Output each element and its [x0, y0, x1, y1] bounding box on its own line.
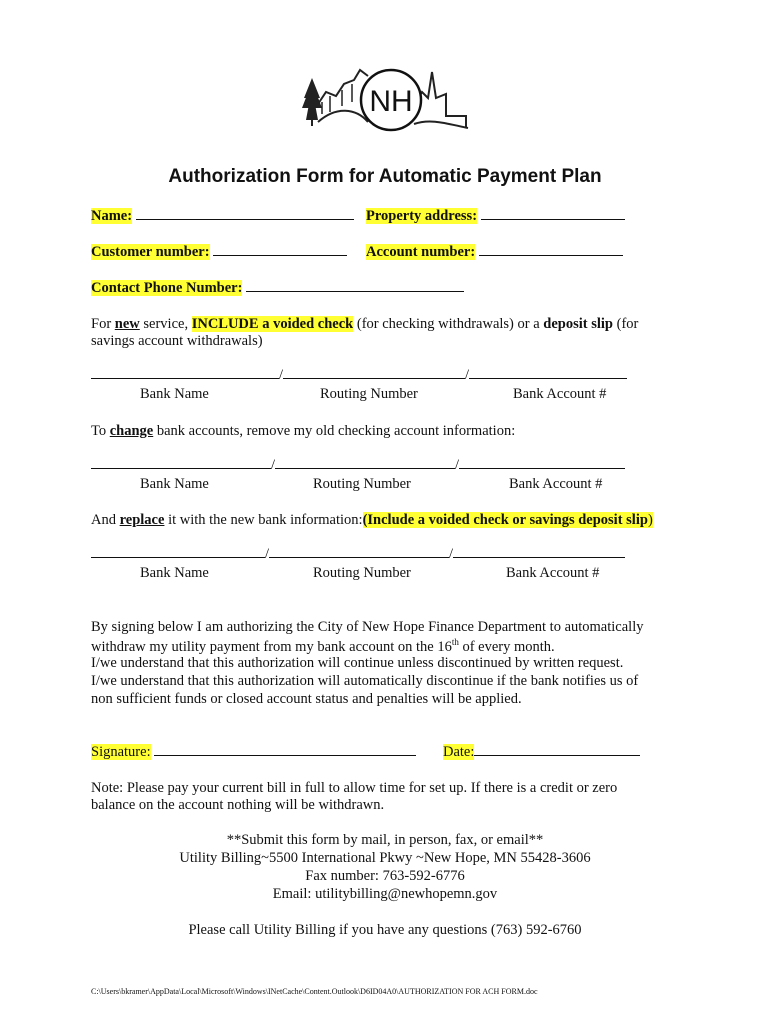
replace-instruction: And replace it with the new bank information:(Include a voided check or savings deposit slip)	[91, 512, 653, 528]
city-logo	[296, 62, 474, 142]
date-line[interactable]	[474, 743, 640, 756]
customer-number-label: Customer number:	[91, 244, 210, 260]
voided-check-highlight: (Include a voided check or savings deposit slip	[362, 512, 648, 528]
authorization-line-2: withdraw my utility payment from my bank account on the 16th of every month.	[91, 637, 555, 655]
bank-info-row-new[interactable]: / /	[91, 366, 627, 384]
submit-instructions: **Submit this form by mail, in person, fax, or email**	[226, 832, 544, 848]
routing-number-line[interactable]	[275, 456, 455, 469]
mailing-address: Utility Billing~5500 International Pkwy ~New Hope, MN 55428-3606	[179, 850, 591, 866]
note-line-2: balance on the account nothing will be withdrawn.	[91, 797, 385, 813]
bank-account-caption: Bank Account #	[506, 565, 600, 581]
questions-phone: Please call Utility Billing if you have any questions (763) 592-6760	[188, 922, 582, 938]
account-number-label: Account number:	[366, 244, 476, 260]
new-service-instruction-line2: savings account withdrawals)	[91, 333, 263, 349]
signature-label: Signature:	[91, 744, 151, 760]
deposit-slip-keyword: deposit slip	[543, 316, 613, 332]
name-line[interactable]	[136, 207, 354, 220]
routing-number-caption: Routing Number	[320, 386, 418, 402]
signature-field[interactable]	[91, 743, 416, 761]
routing-number-caption: Routing Number	[313, 476, 411, 492]
property-address-label: Property address:	[366, 208, 478, 224]
name-label: Name:	[91, 208, 133, 224]
bank-name-line[interactable]	[91, 456, 271, 469]
note-line-1: Note: Please pay your current bill in full to allow time for set up. If there is a credit or zero	[91, 780, 618, 796]
bank-account-line[interactable]	[459, 456, 625, 469]
routing-number-line[interactable]	[283, 366, 465, 379]
customer-number-field[interactable]	[91, 243, 347, 261]
contact-phone-label: Contact Phone Number:	[91, 280, 243, 296]
email-address: Email: utilitybilling@newhopemn.gov	[272, 886, 498, 902]
contact-phone-line[interactable]	[246, 279, 464, 292]
date-field[interactable]	[443, 743, 640, 761]
signature-line[interactable]	[154, 743, 416, 756]
date-label: Date:	[443, 744, 475, 760]
city-logo-graphic	[296, 62, 474, 142]
bank-name-line[interactable]	[91, 545, 265, 558]
account-number-field[interactable]	[366, 243, 623, 261]
change-instruction: To change bank accounts, remove my old checking account information:	[91, 423, 516, 439]
bank-info-row-old[interactable]: / /	[91, 456, 625, 474]
include-voided-check-highlight: INCLUDE a voided check	[191, 316, 354, 332]
fax-number: Fax number: 763-592-6776	[305, 868, 465, 884]
bank-name-line[interactable]	[91, 366, 279, 379]
property-address-field[interactable]	[366, 207, 625, 225]
bank-name-caption: Bank Name	[140, 476, 209, 492]
authorization-line-4: I/we understand that this authorization will automatically discontinue if the bank notifies us of	[91, 673, 639, 689]
bank-account-caption: Bank Account #	[513, 386, 607, 402]
replace-keyword: replace	[119, 512, 165, 528]
contact-phone-field[interactable]	[91, 279, 464, 297]
routing-number-line[interactable]	[269, 545, 449, 558]
routing-number-caption: Routing Number	[313, 565, 411, 581]
bank-name-caption: Bank Name	[140, 565, 209, 581]
new-keyword: new	[114, 316, 140, 332]
authorization-line-5: non sufficient funds or closed account status and penalties will be applied.	[91, 691, 522, 707]
bank-name-caption: Bank Name	[140, 386, 209, 402]
file-path-footer: C:\Users\bkramer\AppData\Local\Microsoft\Windows\INetCache\Content.Outlook\D6ID04A0\AUTHORIZATION FOR ACH FORM.doc	[91, 987, 538, 996]
change-keyword: change	[109, 423, 154, 439]
authorization-line-1: By signing below I am authorizing the City of New Hope Finance Department to automatically	[91, 619, 644, 635]
new-service-instruction: For new service, INCLUDE a voided check (for checking withdrawals) or a deposit slip (for	[91, 316, 639, 332]
bank-account-caption: Bank Account #	[509, 476, 603, 492]
bank-account-line[interactable]	[469, 366, 627, 379]
customer-number-line[interactable]	[213, 243, 347, 256]
property-address-line[interactable]	[481, 207, 625, 220]
account-number-line[interactable]	[479, 243, 623, 256]
bank-account-line[interactable]	[453, 545, 625, 558]
page-title: Authorization Form for Automatic Payment Plan	[168, 166, 602, 187]
name-field[interactable]	[91, 207, 354, 225]
bank-info-row-replacement[interactable]: / /	[91, 545, 625, 563]
logo-letters: NH	[369, 85, 413, 118]
authorization-line-3: I/we understand that this authorization will continue unless discontinued by written request.	[91, 655, 624, 671]
